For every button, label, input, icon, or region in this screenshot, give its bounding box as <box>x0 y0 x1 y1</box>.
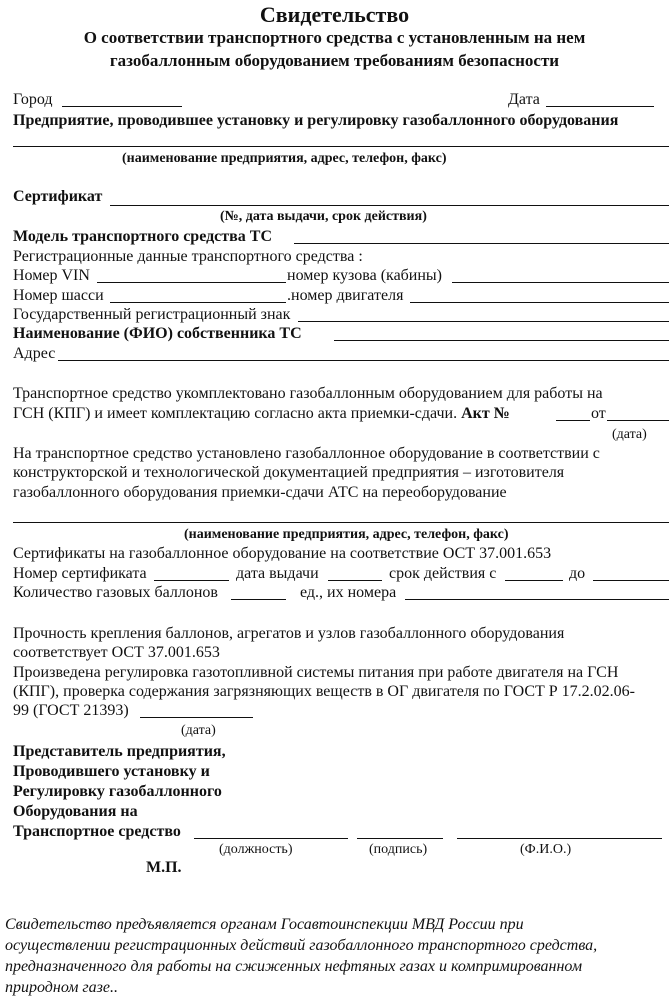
installed-line1: На транспортное средство установлено газобаллонное оборудование в соответствии с <box>13 445 600 462</box>
signature-line5: Транспортное средство <box>13 823 181 840</box>
vin-label: Номер VIN <box>13 267 90 284</box>
document-subtitle-line2: газобаллонным оборудованием требованиям безопасности <box>109 51 560 70</box>
enterprise-caption2: (наименование предприятия, адрес, телефон, факс) <box>184 527 509 542</box>
manufacturer-line <box>13 522 669 523</box>
document-subtitle-line1: О соответствии транспортного средства с установленным на нем <box>83 28 586 47</box>
chassis-number-line <box>110 302 286 303</box>
equip-line2 <box>13 406 510 422</box>
certificate-label: Сертификат <box>13 188 103 205</box>
sign-line <box>357 838 443 839</box>
fio-line <box>457 838 662 839</box>
adjust-date-line <box>140 717 253 718</box>
certificate-line <box>110 205 669 206</box>
footnote-line4: природном газе.. <box>5 979 119 996</box>
strength-line1: Прочность крепления баллонов, агрегатов и узлов газобаллонного оборудования <box>13 625 565 642</box>
owner-name-line <box>334 340 669 341</box>
stamp-label: М.П. <box>146 859 182 876</box>
vehicle-model-line <box>294 243 669 244</box>
certificate-caption: (№, дата выдачи, срок действия) <box>220 209 427 224</box>
date-label: Дата <box>508 91 540 108</box>
cylinder-numbers-line <box>405 599 669 600</box>
cylinders-count-label: Количество газовых баллонов <box>13 584 218 601</box>
signature-line1: Представитель предприятия, <box>13 743 226 760</box>
installer-enterprise-label: Предприятие, проводившее установку и регулировку газобаллонного оборудования <box>13 112 619 129</box>
installer-enterprise-line <box>13 146 669 147</box>
valid-from-line <box>505 580 563 581</box>
vehicle-model-label: Модель транспортного средства ТС <box>13 228 272 245</box>
footnote-line3: предназначенного для работы на сжиженных нефтяных газах и компримированном <box>5 958 583 975</box>
act-label: Акт № <box>461 405 510 422</box>
adjust-line3: 99 (ГОСТ 21393) <box>13 702 129 719</box>
units-numbers-label: ед., их номера <box>300 584 397 601</box>
act-date-caption: (дата) <box>612 427 647 442</box>
signature-line2: Проводившего установку и <box>13 763 210 780</box>
certs-ost: Сертификаты на газобаллонное оборудование на соответствие ОСТ 37.001.653 <box>13 545 552 562</box>
act-number-line <box>556 420 590 421</box>
signature-line3: Регулировку газобаллонного <box>13 783 222 800</box>
engine-number-line <box>410 302 669 303</box>
valid-to-line <box>593 580 669 581</box>
state-plate-label: Государственный регистрационный знак <box>13 306 291 323</box>
fio-caption: (Ф.И.О.) <box>520 842 572 857</box>
cert-number-label: Номер сертификата <box>13 565 147 582</box>
valid-to-label: до <box>569 565 586 582</box>
sign-caption: (подпись) <box>369 842 428 857</box>
document-title: Свидетельство <box>259 2 410 27</box>
adjust-line2: (КПГ), проверка содержания загрязняющих веществ в ОГ двигателя по ГОСТ Р 17.2.02.06- <box>13 683 636 700</box>
engine-number-label: .номер двигателя <box>287 287 404 304</box>
date-line <box>546 106 654 107</box>
adjust-line1: Произведена регулировка газотопливной системы питания при работе двигателя на ГСН <box>13 664 619 681</box>
registration-data-label: Регистрационные данные транспортного средства : <box>13 248 363 265</box>
signature-line4: Оборудования на <box>13 803 138 820</box>
strength-line2: соответствует ОСТ 37.001.653 <box>13 644 220 661</box>
installed-line3: газобаллонного оборудования приемки-сдачи АТС на переоборудование <box>13 484 507 501</box>
installed-line2: конструкторской и технологической документацией предприятия – изготовителя <box>13 464 565 481</box>
vin-line <box>97 282 286 283</box>
owner-name-label: Наименование (ФИО) собственника ТС <box>13 325 302 342</box>
chassis-number-label: Номер шасси <box>13 287 104 304</box>
act-date-line <box>607 420 669 421</box>
issue-date-line <box>328 580 382 581</box>
footnote-line1: Свидетельство предъявляется органам Госавтоинспекции МВД России при <box>5 916 524 933</box>
address-line <box>58 360 669 361</box>
act-from-label: от <box>591 405 606 422</box>
equip-line2-text: ГСН (КПГ) и имеет комплектацию согласно акта приемки-сдачи. <box>13 405 458 422</box>
position-caption: (должность) <box>219 842 293 857</box>
city-label: Город <box>13 91 53 108</box>
enterprise-caption: (наименование предприятия, адрес, телефон, факс) <box>122 151 447 166</box>
cylinders-count-line <box>231 599 286 600</box>
city-line <box>62 106 182 107</box>
valid-from-label: срок действия с <box>389 565 497 582</box>
cert-number-line <box>154 580 229 581</box>
issue-date-label: дата выдачи <box>236 565 319 582</box>
equip-line1: Транспортное средство укомплектовано газобаллонным оборудованием для работы на <box>13 385 603 402</box>
address-label: Адрес <box>13 345 56 362</box>
adjust-date-caption: (дата) <box>181 723 216 738</box>
state-plate-line <box>298 321 669 322</box>
footnote-line2: осуществлении регистрационных действий газобаллонного транспортного средства, <box>5 937 598 954</box>
body-number-label: номер кузова (кабины) <box>287 267 443 284</box>
body-number-line <box>452 282 669 283</box>
position-line <box>194 838 348 839</box>
